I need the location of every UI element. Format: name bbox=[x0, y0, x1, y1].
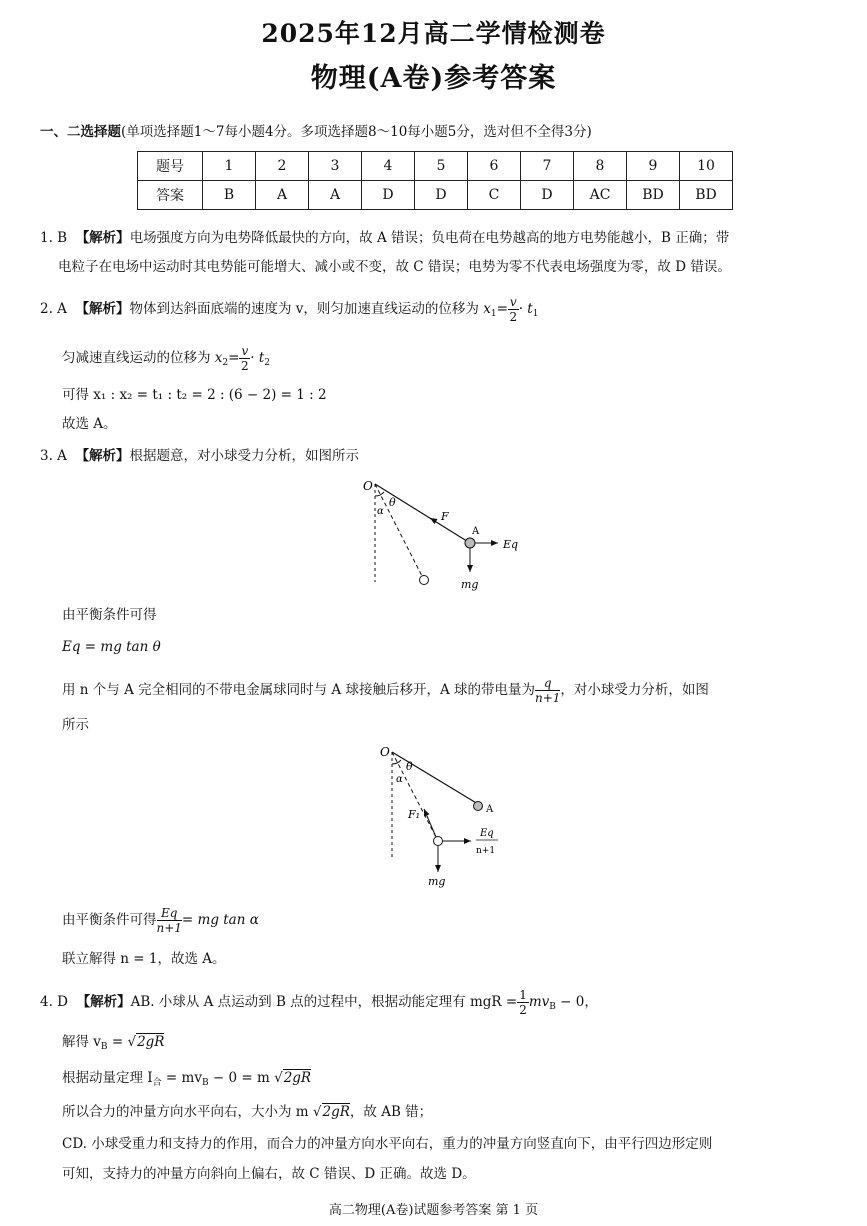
fig1-label-A: A bbox=[472, 526, 480, 537]
table-row-numbers bbox=[138, 152, 733, 181]
q4-momentum-sub2: B bbox=[201, 1078, 209, 1088]
fig1-arrow-F bbox=[430, 518, 435, 521]
q2-eq: = bbox=[496, 301, 508, 317]
q2-text2: 匀减速直线运动的位移为 bbox=[62, 350, 215, 366]
table-cell: D bbox=[415, 181, 468, 210]
q4-mv-sub: B bbox=[549, 1002, 556, 1012]
fig2-label-Eq: Eq bbox=[480, 828, 494, 839]
q4-impulse-pre: 所以合力的冲量方向水平向右，大小为 m bbox=[62, 1104, 313, 1120]
fig1-rest-ball bbox=[420, 576, 429, 585]
table-cell: 5 bbox=[415, 152, 468, 181]
q1-tag: 【解析】 bbox=[75, 230, 130, 246]
fig1-rest-dashed bbox=[375, 484, 423, 578]
q3-balance2-pre: 由平衡条件可得 bbox=[62, 912, 157, 928]
table-cell: D bbox=[362, 181, 415, 210]
q1-head: 1. B bbox=[40, 230, 68, 246]
q2-line3: 可得 x₁ : x₂ = t₁ : t₂ = 2 : (6 − 2) = 1 : 2 bbox=[62, 387, 327, 403]
q2-tag: 【解析】 bbox=[75, 301, 130, 317]
q2-frac2-num: v bbox=[241, 344, 249, 358]
q2-head: 2. A bbox=[40, 301, 67, 317]
q4-frac bbox=[517, 988, 529, 1017]
q2-frac2-den: 2 bbox=[241, 359, 249, 373]
table-header-cell: 题号 bbox=[138, 152, 203, 181]
fig1-label-theta: θ bbox=[389, 496, 396, 509]
fig2-label-mg: mg bbox=[428, 875, 446, 888]
q2-x2-sub: 2 bbox=[222, 358, 229, 368]
q3-line2 bbox=[62, 676, 709, 705]
q1-text1: 电场强度方向为电势降低最快的方向，故 A 错误；负电荷在电势越高的地方电势能越小，B 正确；带 bbox=[129, 230, 730, 246]
q3-balance2-post: = mg tan α bbox=[181, 912, 259, 928]
fig1-label-O: O bbox=[363, 479, 373, 493]
q2-text1: 物体到达斜面底端的速度为 v，则匀加速直线运动的位移为 bbox=[129, 301, 484, 317]
page-footer: 高二物理(A卷)试题参考答案 第 1 页 bbox=[328, 1203, 539, 1218]
table-cell: D bbox=[521, 181, 574, 210]
table-cell: C bbox=[468, 181, 521, 210]
q2-dot-t2: · t bbox=[250, 350, 265, 366]
table-cell: 8 bbox=[574, 152, 627, 181]
table-cell: A bbox=[256, 181, 309, 210]
fig2-label-theta: θ bbox=[406, 760, 413, 773]
fig2-label-F1: F₁ bbox=[408, 808, 421, 821]
q4-head: 4. D bbox=[40, 994, 68, 1010]
q4-sqrt3: 2gR bbox=[322, 1104, 350, 1120]
q2-line1 bbox=[40, 295, 538, 324]
q4-sqrt2: 2gR bbox=[283, 1070, 312, 1086]
table-cell: 2 bbox=[256, 152, 309, 181]
q3-charge-den: n+1 bbox=[534, 691, 561, 705]
fig1-string bbox=[375, 484, 470, 543]
q4-frac-den: 2 bbox=[519, 1003, 527, 1017]
q3-text1: 根据题意，对小球受力分析，如图所示 bbox=[129, 448, 360, 464]
section-label: 一、二选择题 bbox=[40, 124, 121, 140]
page-title: 2025年12月高二学情检测卷 bbox=[261, 19, 606, 48]
q4-cd-line1: CD. 小球受重力和支持力的作用，而合力的冲量方向水平向右，重力的冲量方向竖直向下，由平行四边形定则 bbox=[62, 1136, 713, 1152]
fig2-label-n1: n+1 bbox=[476, 846, 496, 856]
q2-x2: x bbox=[214, 350, 223, 366]
q3-balance2 bbox=[62, 906, 259, 935]
q3-eq1: Eq = mg tan θ bbox=[62, 639, 161, 655]
q4-sol-sub: B bbox=[100, 1042, 108, 1052]
q2-line4: 故选 A。 bbox=[62, 416, 117, 432]
q4-tag: 【解析】 bbox=[76, 994, 131, 1010]
q3-line1 bbox=[40, 446, 359, 466]
fig1-label-Eq: Eq bbox=[503, 538, 519, 551]
q2-x1: x bbox=[483, 301, 491, 317]
fig2-label-O: O bbox=[380, 745, 390, 759]
fig2-label-A: A bbox=[486, 804, 494, 815]
q1-line1 bbox=[40, 228, 729, 248]
answer-table bbox=[137, 151, 733, 210]
table-cell: 6 bbox=[468, 152, 521, 181]
fig1-label-alpha: α bbox=[377, 506, 384, 517]
q4-frac-num: 1 bbox=[519, 988, 527, 1002]
q4-momentum: 根据动量定理 $I_合 = mv_B - 0 = m$ √2gR bbox=[62, 1070, 312, 1088]
q3-line3: 所示 bbox=[62, 717, 89, 733]
table-header-cell: 答案 bbox=[138, 181, 203, 210]
q2-dot-t1: · t bbox=[518, 301, 533, 317]
q4-sol-pre: 解得 v bbox=[62, 1034, 101, 1050]
q2-frac1-num: v bbox=[509, 295, 517, 309]
q4-momentum-mid: = mv bbox=[161, 1070, 202, 1086]
table-cell: A bbox=[309, 181, 362, 210]
fig2-arrow-F1 bbox=[424, 809, 436, 837]
q3-line2-pre: 用 n 个与 A 完全相同的不带电金属球同时与 A 球接触后移开，A 球的带电量为 bbox=[62, 682, 535, 698]
table-cell: 3 bbox=[309, 152, 362, 181]
q4-momentum-sub: 合 bbox=[152, 1078, 162, 1088]
q3-line2-post: ，对小球受力分析，如图 bbox=[560, 682, 709, 698]
table-cell: 4 bbox=[362, 152, 415, 181]
table-cell: 10 bbox=[680, 152, 733, 181]
q3-charge-frac bbox=[535, 676, 560, 705]
table-cell: 9 bbox=[627, 152, 680, 181]
q2-frac1-den: 2 bbox=[509, 310, 518, 324]
q3-tag: 【解析】 bbox=[75, 448, 130, 464]
fig1-ball-A bbox=[465, 538, 475, 548]
q3-conclusion: 联立解得 n = 1，故选 A。 bbox=[62, 951, 226, 967]
section-heading bbox=[40, 120, 592, 140]
table-cell: BD bbox=[627, 181, 680, 210]
q4-sqrt: 2gR bbox=[137, 1034, 165, 1050]
q4-cd-line2: 可知，支持力的冲量方向斜向上偏右，故 C 错误、D 正确。故选 D。 bbox=[62, 1166, 476, 1182]
table-cell: 7 bbox=[521, 152, 574, 181]
table-cell: 1 bbox=[203, 152, 256, 181]
fig2-label-alpha: α bbox=[396, 774, 403, 785]
q1-line2: 电粒子在电场中运动时其电势能可能增大、减小或不变，故 C 错误；电势为零不代表电场强度为零，故 D 错误。 bbox=[58, 259, 731, 275]
q4-mv: mv bbox=[528, 994, 550, 1010]
fig2-ball bbox=[434, 837, 443, 846]
q4-line1-pre: AB. 小球从 A 点运动到 B 点的过程中，根据动能定理有 mgR = bbox=[130, 994, 518, 1010]
q2-t2-sub: 2 bbox=[264, 358, 270, 368]
table-cell: AC bbox=[574, 181, 627, 210]
q4-solution: 解得 $v_B = √2gR$ bbox=[62, 1034, 165, 1052]
q3-charge-num: q bbox=[535, 676, 560, 691]
fig1-label-mg: mg bbox=[461, 578, 479, 591]
q2-t1-sub: 1 bbox=[532, 309, 539, 319]
q2-frac2 bbox=[239, 344, 250, 373]
q2-frac1 bbox=[508, 295, 519, 324]
force-diagram-1 bbox=[355, 470, 535, 595]
q4-momentum-tail: − 0 = m bbox=[208, 1070, 275, 1086]
q3-balance2-frac bbox=[157, 906, 182, 935]
q4-momentum-pre: 根据动量定理 I bbox=[62, 1070, 153, 1086]
section-instruction: (单项选择题1～7每小题4分。多项选择题8～10每小题5分，选对但不全得3分) bbox=[121, 124, 592, 140]
table-row-answers bbox=[138, 181, 733, 210]
q3-balance2-den: n+1 bbox=[156, 921, 182, 935]
q3-head: 3. A bbox=[40, 448, 67, 464]
q2-x1-sub: 1 bbox=[490, 309, 497, 319]
page-subtitle: 物理(A卷)参考答案 bbox=[310, 63, 557, 94]
q2-eq2: = bbox=[228, 350, 240, 366]
force-diagram-2 bbox=[370, 740, 520, 890]
q2-line2 bbox=[62, 344, 270, 373]
fig2-ball-A bbox=[474, 802, 483, 811]
q4-line1 bbox=[40, 988, 598, 1017]
q4-impulse-post: ，故 AB 错； bbox=[349, 1104, 433, 1120]
q4-impulse: 所以合力的冲量方向水平向右，大小为 m √2gR，故 AB 错； bbox=[62, 1104, 433, 1120]
fig1-label-F: F bbox=[441, 510, 449, 523]
table-cell: B bbox=[203, 181, 256, 210]
q4-line1-tail: − 0， bbox=[555, 994, 598, 1010]
table-cell: BD bbox=[680, 181, 733, 210]
q3-balance1: 由平衡条件可得 bbox=[62, 607, 157, 623]
q3-balance2-num: Eq bbox=[157, 906, 182, 921]
q4-sol-eq: = bbox=[107, 1034, 128, 1050]
